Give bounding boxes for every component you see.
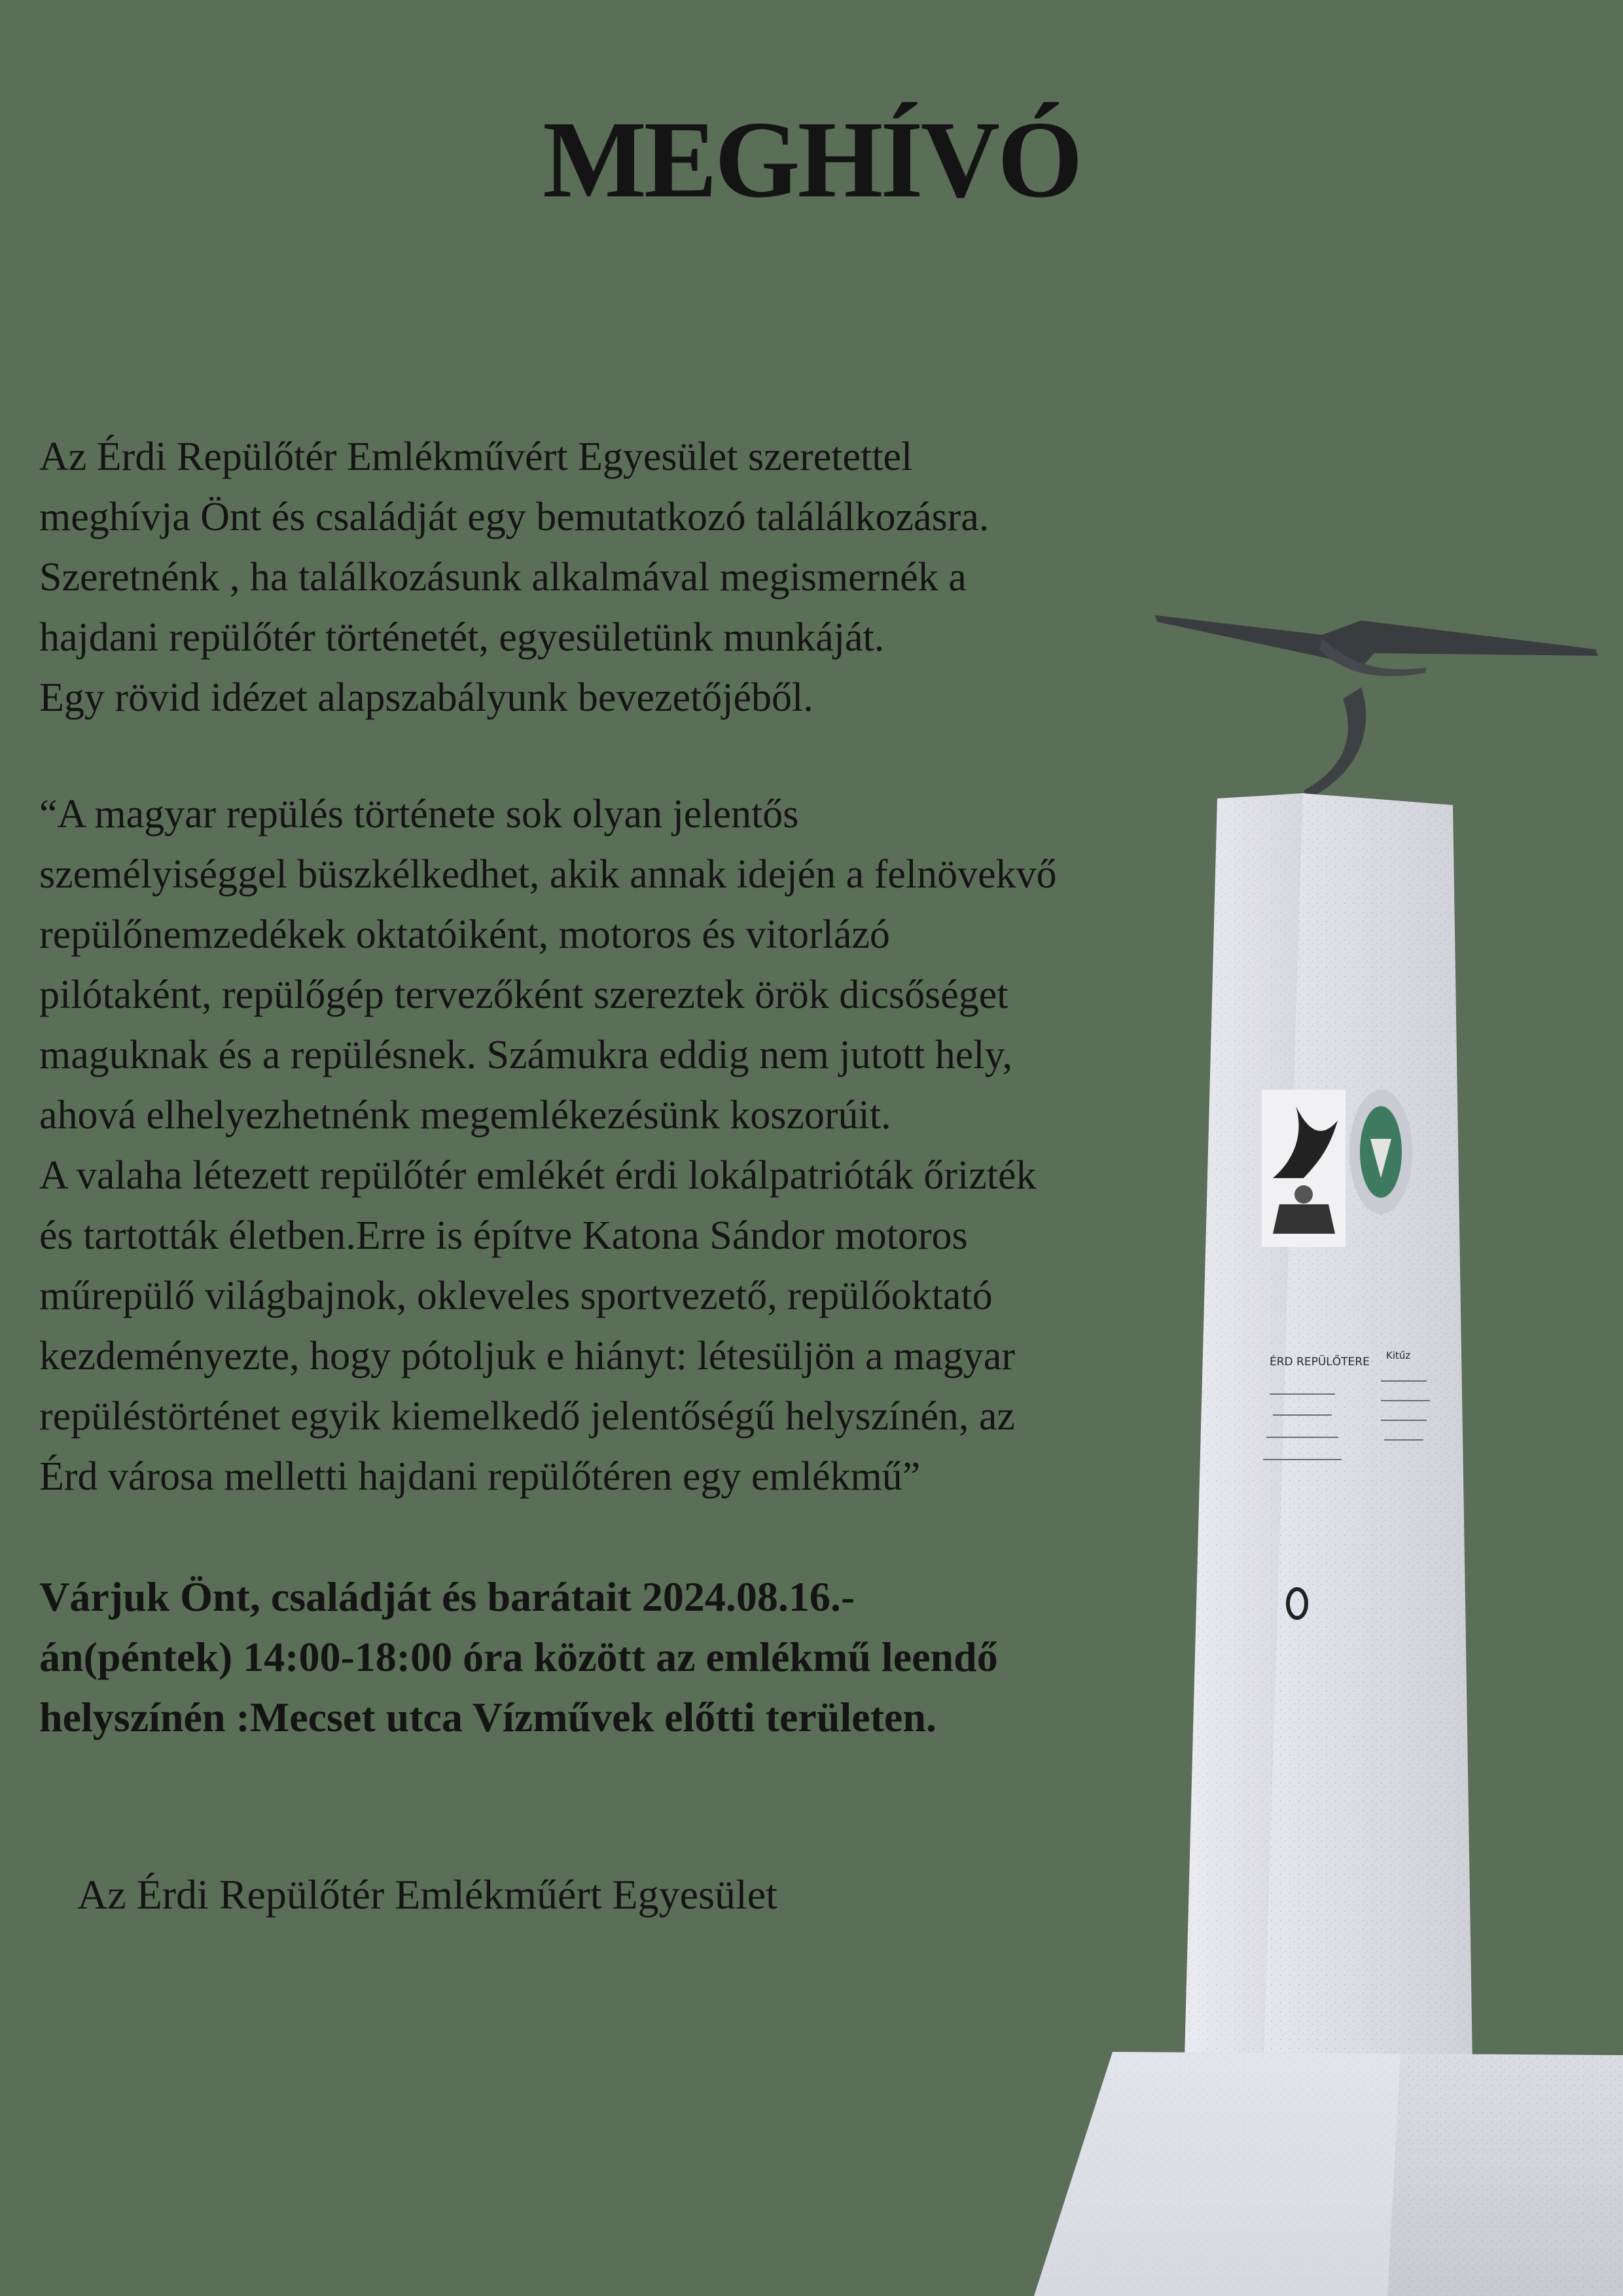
eagle-plaque: [1262, 1090, 1346, 1247]
quote-line: repüléstörténet egyik kiemelkedő jelentőségű helyszínén, az: [39, 1394, 1015, 1439]
signature: Az Érdi Repülőtér Emlékműért Egyesület: [77, 1871, 777, 1918]
intro-line: hajdani repülőtér történetét, egyesületünk munkáját.: [39, 615, 885, 660]
aviation-badge: [1349, 1090, 1412, 1214]
quote-line: A valaha létezett repülőtér emlékét érdi lokálpatrióták őrizték: [39, 1153, 1037, 1198]
event-line: án(péntek) 14:00-18:00 óra között az emlékmű leendő: [39, 1634, 998, 1680]
plaque-right-text: Kitűz: [1386, 1350, 1411, 1361]
obelisk: [1185, 793, 1472, 2065]
quote-line: pilótaként, repülőgép tervezőként szereztek örök dicsőséget: [39, 973, 1008, 1017]
quote-line: és tartották életben.Erre is építve Katona Sándor motoros: [39, 1213, 968, 1258]
intro-line: Szeretnénk , ha találkozásunk alkalmával megismernék a: [39, 555, 967, 600]
quote-line: kezdeményezte, hogy pótoljuk e hiányt: létesüljön a magyar: [39, 1334, 1015, 1378]
invitation-title: MEGHÍVÓ: [543, 99, 1080, 221]
quote-line: műrepülő világbajnok, okleveles sportvezető, repülőoktató: [39, 1274, 993, 1318]
plaque-left-text: ÉRD REPÜLŐTERE: [1270, 1355, 1370, 1369]
quote-line: személyiséggel büszkélkedhet, akik annak idején a felnövekvő: [39, 852, 1057, 897]
quote-line: ahová elhelyezhetnénk megemlékezésünk koszorúit.: [39, 1093, 891, 1138]
quote-line: “A magyar repülés története sok olyan jelentős: [39, 792, 799, 836]
monument-base: [1034, 2052, 1623, 2296]
event-line: helyszínén :Mecset utca Vízművek előtti területen.: [39, 1694, 936, 1740]
quote-line: maguknak és a repülésnek. Számukra eddig nem jutott hely,: [39, 1033, 1013, 1077]
monument-image: [903, 589, 1623, 2296]
intro-line: Egy rövid idézet alapszabályunk bevezetőjéből.: [39, 675, 813, 720]
intro-line: meghívja Önt és családját egy bemutatkozó találálkozásra.: [39, 495, 990, 539]
quote-line: Érd városa melletti hajdani repülőtéren egy emlékmű”: [39, 1454, 921, 1499]
event-line: Várjuk Önt, családját és barátait 2024.08.16.-: [39, 1573, 855, 1620]
intro-line: Az Érdi Repülőtér Emlékművért Egyesület szeretettel: [39, 435, 913, 479]
quote-line: repülőnemzedékek oktatóiként, motoros és vitorlázó: [39, 912, 890, 957]
bird-sculpture: [1155, 615, 1598, 798]
